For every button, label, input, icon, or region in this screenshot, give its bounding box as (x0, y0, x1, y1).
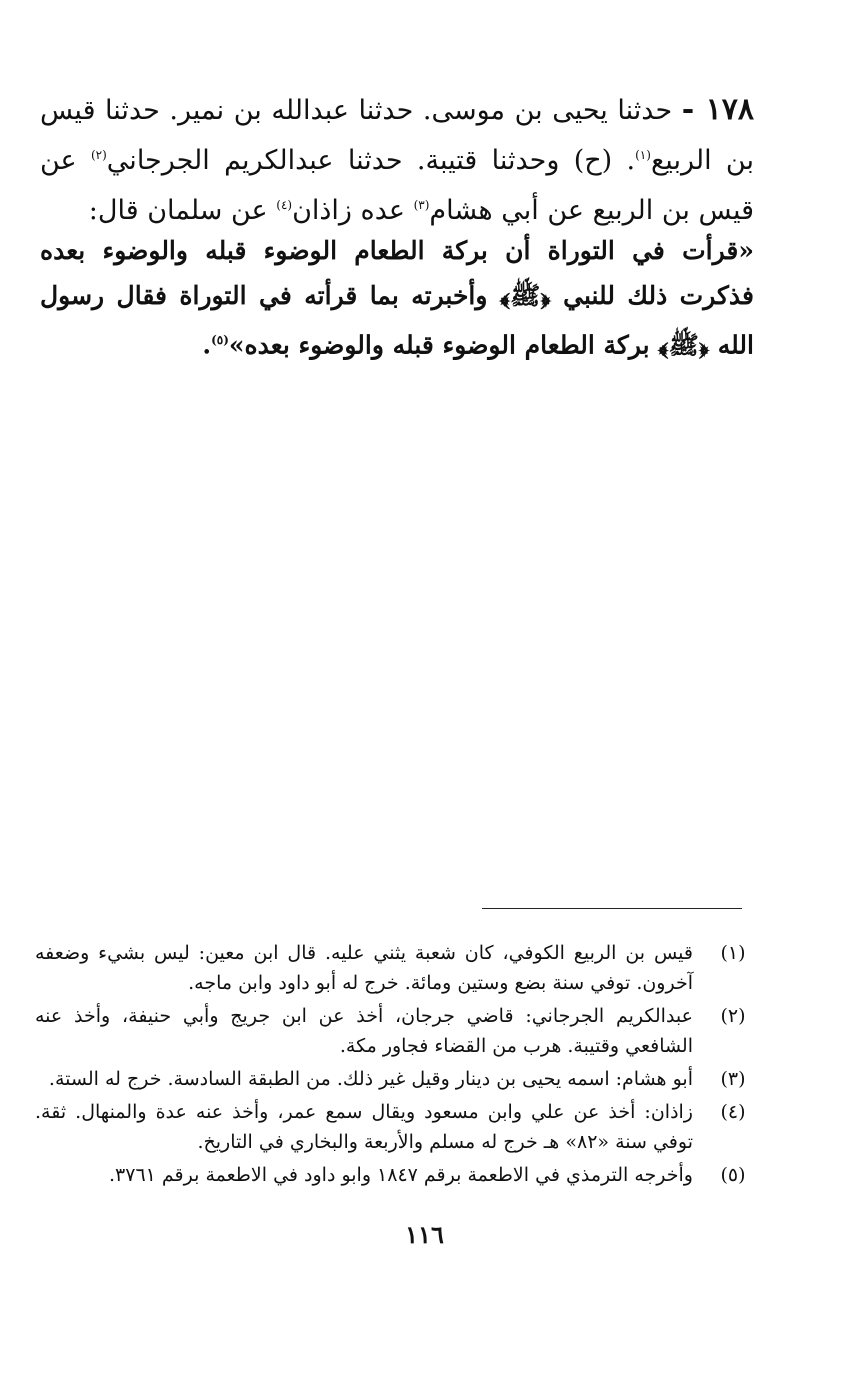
footnote-text: زاذان: أخذ عن علي وابن مسعود ويقال سمع عمر، وأخذ عنه عدة والمنهال. ثقة. توفي سنة «٨٢» هـ خرج له مسلم والأربعة والبخاري في التاريخ. (35, 1101, 693, 1153)
footnote-ref-2[interactable]: (٢) (90, 148, 107, 162)
footnote-text: وأخرجه الترمذي في الاطعمة برقم ١٨٤٧ وابو داود في الاطعمة برقم ٣٧٦١. (109, 1164, 693, 1186)
chain-line-1: حدثنا يحيى بن موسى. حدثنا عبدالله بن نمير. حدثنا قيس بن (40, 95, 754, 176)
footnote-ref-4[interactable]: (٤) (276, 198, 293, 212)
footnote-number: (٣) (720, 1068, 746, 1090)
chain-line-2c: عن قيس بن الربيع (40, 145, 754, 226)
chain-line-2b: . (ح) وحدثنا قتيبة. حدثنا عبدالكريم الجرجاني (106, 145, 636, 176)
hadith-chain (40, 88, 754, 233)
footnote-number: (٤) (720, 1101, 746, 1123)
hadith-number: ١٧٨ - (681, 92, 754, 127)
footnote-number: (٢) (720, 1005, 746, 1027)
footnote-ref-1[interactable]: (١) (635, 148, 651, 162)
page-number: ١١٦ (405, 1220, 444, 1249)
hadith-quote-end: . (202, 330, 212, 360)
footnote-text: أبو هشام: اسمه يحيى بن دينار وقيل غير ذلك. من الطبقة السادسة. خرج له الستة. (48, 1068, 693, 1090)
footnote-item (35, 1001, 749, 1061)
footnote-text: عبدالكريم الجرجاني: قاضي جرجان، أخذ عن ابن جريج وأبي حنيفة، وأخذ عنه الشافعي وقتيبة. هرب من القضاء فجاور مكة. (35, 1005, 693, 1057)
footnote-number: (٥) (720, 1164, 746, 1186)
footnote-item (35, 1097, 749, 1157)
chain-line-3c: عن سلمان قال: (88, 195, 277, 226)
footnote-ref-3[interactable]: (٣) (413, 198, 430, 212)
chain-line-3b: عده زاذان (292, 195, 414, 226)
hadith-quote: «قرأت في التوراة أن بركة الطعام الوضوء قبله والوضوء بعده فذكرت ذلك للنبي ﴿ﷺ﴾ وأخبرته بما قرأته في التوراة فقال رسول الله ﴿ﷺ﴾ بركة الطعام الوضوء قبله والوضوء بعده» (40, 236, 754, 360)
chain-line-3a: عن أبي هشام (429, 195, 585, 226)
footnote-divider (482, 908, 742, 909)
chain-line-2a: الربيع (650, 145, 712, 176)
footnote-item (35, 938, 749, 998)
hadith-text (40, 228, 754, 367)
footnotes (35, 938, 749, 1193)
footnote-item (35, 1064, 749, 1094)
footnote-item (35, 1160, 749, 1190)
footnote-number: (١) (720, 942, 746, 964)
footnote-text: قيس بن الربيع الكوفي، كان شعبة يثني عليه. قال ابن معين: ليس بشيء وضعفه آخرون. توفي سنة بضع وستين ومائة. خرج له أبو داود وابن ماجه. (35, 942, 693, 994)
footnote-ref-5[interactable]: (٥) (211, 333, 229, 347)
